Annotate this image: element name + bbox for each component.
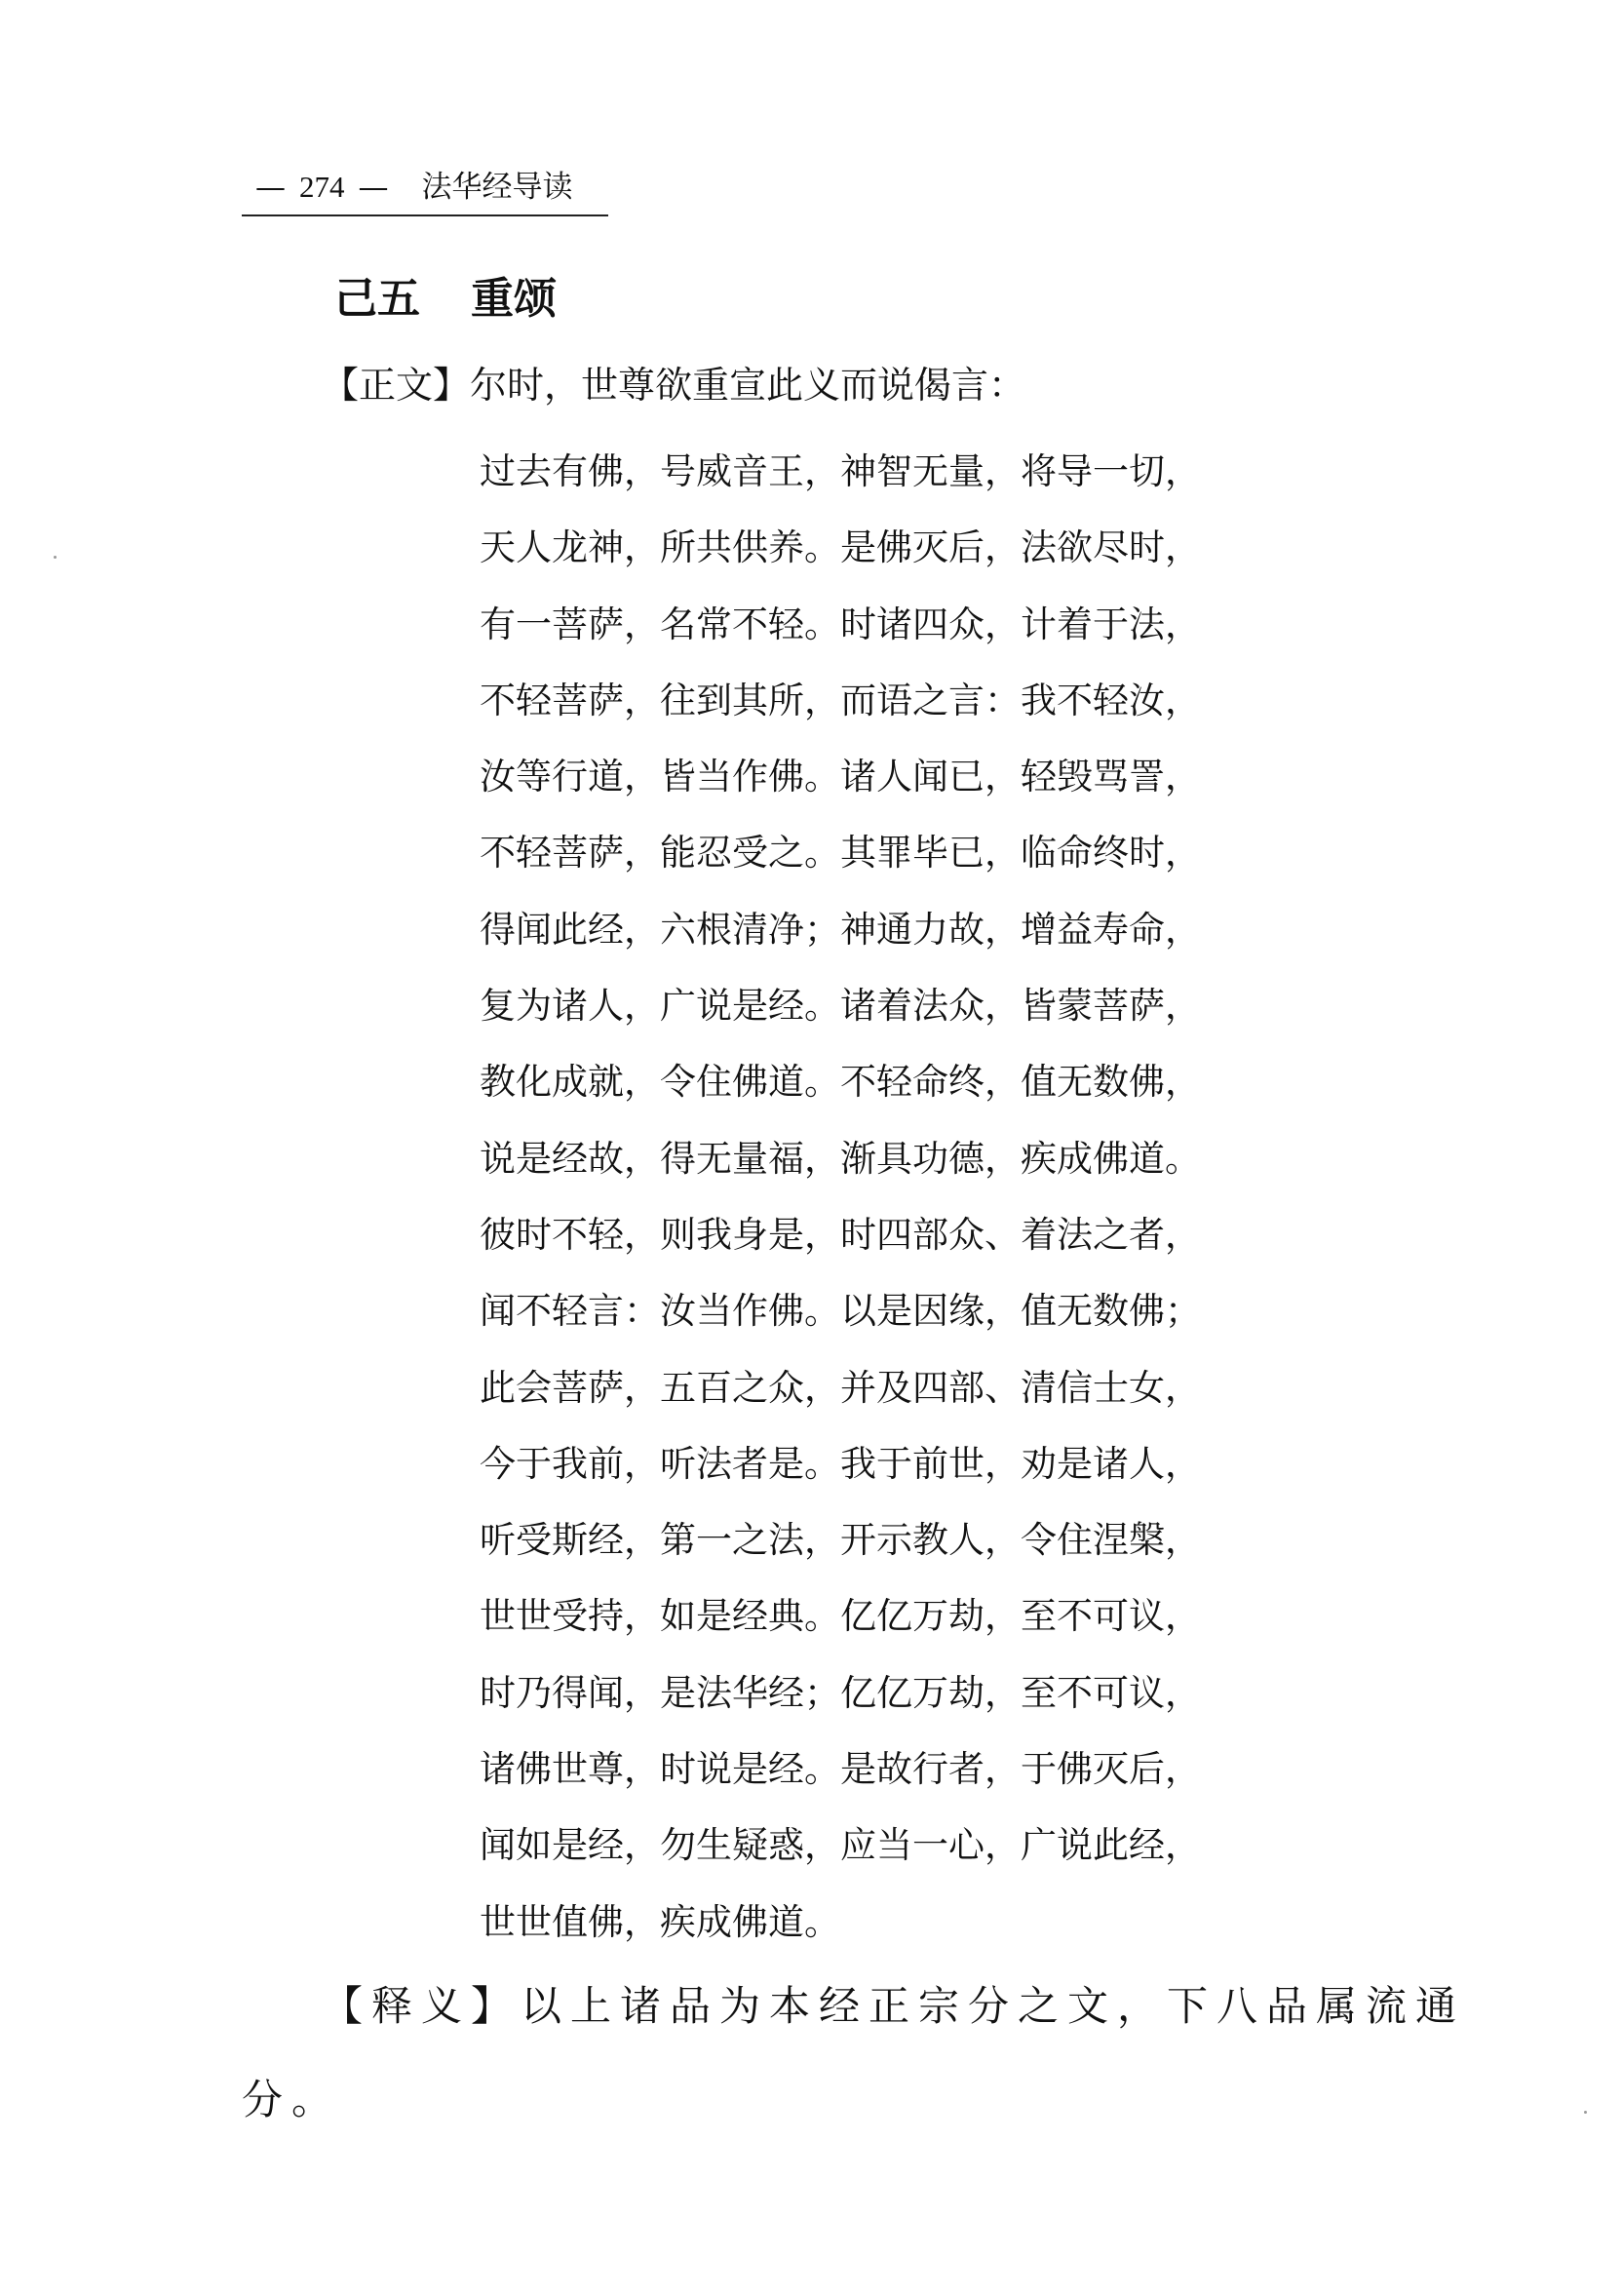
verse-line: 复为诸人，广说是经。诸着法众，皆蒙菩萨， [480, 985, 1201, 1028]
verse-line: 汝等行道，皆当作佛。诸人闻已，轻毁骂詈， [480, 756, 1201, 798]
verse-line: 教化成就，令住佛道。不轻命终，值无数佛， [480, 1061, 1201, 1104]
commentary-label: 【释义】 [322, 1982, 521, 2030]
scan-speck [54, 556, 57, 559]
header-dash-left: — [255, 170, 286, 205]
verse-line: 得闻此经，六根清净；神通力故，增益寿命， [480, 908, 1201, 951]
verse-line: 闻不轻言：汝当作佛。以是因缘，值无数佛； [480, 1290, 1201, 1333]
main-text-label: 【正文】 [322, 364, 471, 407]
verse-line: 闻如是经，勿生疑惑，应当一心，广说此经， [480, 1824, 1201, 1867]
section-number: 己五 [334, 274, 420, 324]
running-header [242, 166, 608, 216]
commentary-line-1 [242, 1960, 1466, 2053]
verse-line: 听受斯经，第一之法，开示教人，令住涅槃， [480, 1519, 1201, 1562]
intro-text: 尔时，世尊欲重宣此义而说偈言： [470, 364, 1026, 407]
verse-line: 此会菩萨，五百之众，并及四部、清信士女， [480, 1366, 1201, 1409]
section-title: 重颂 [471, 274, 557, 324]
verse-line: 有一菩萨，名常不轻。时诸四众，计着于法， [480, 603, 1201, 645]
verse-line: 彼时不轻，则我身是，时四部众、着法之者， [480, 1213, 1201, 1256]
commentary-text: 以上诸品为本经正宗分之文，下八品属流通 [521, 1982, 1466, 2030]
verse-line: 不轻菩萨，能忍受之。其罪毕已，临命终时， [480, 832, 1201, 875]
intro-paragraph [322, 357, 1025, 413]
header-dash-right: — [358, 170, 389, 205]
verse-line: 世世值佛，疾成佛道。 [480, 1900, 840, 1943]
verse-line: 过去有佛，号威音王，神智无量，将导一切， [480, 450, 1201, 492]
verse-line: 世世受持，如是经典。亿亿万劫，至不可议， [480, 1595, 1201, 1638]
scan-speck [1584, 2111, 1587, 2114]
verse-line: 天人龙神，所共供养。是佛灭后，法欲尽时， [480, 526, 1201, 569]
verse-block [480, 434, 1201, 1961]
page-number: 274 [299, 170, 345, 204]
book-title: 法华经导读 [421, 170, 573, 205]
verse-line: 诸佛世尊，时说是经。是故行者，于佛灭后， [480, 1748, 1201, 1791]
section-heading [334, 270, 557, 329]
verse-line: 今于我前，听法者是。我于前世，劝是诸人， [480, 1442, 1201, 1485]
commentary-paragraph [242, 1960, 1466, 2147]
verse-line: 不轻菩萨，往到其所，而语之言：我不轻汝， [480, 679, 1201, 721]
commentary-line-2: 分。 [242, 2076, 342, 2123]
verse-line: 说是经故，得无量福，渐具功德，疾成佛道。 [480, 1137, 1201, 1180]
verse-line: 时乃得闻，是法华经；亿亿万劫，至不可议， [480, 1671, 1201, 1714]
